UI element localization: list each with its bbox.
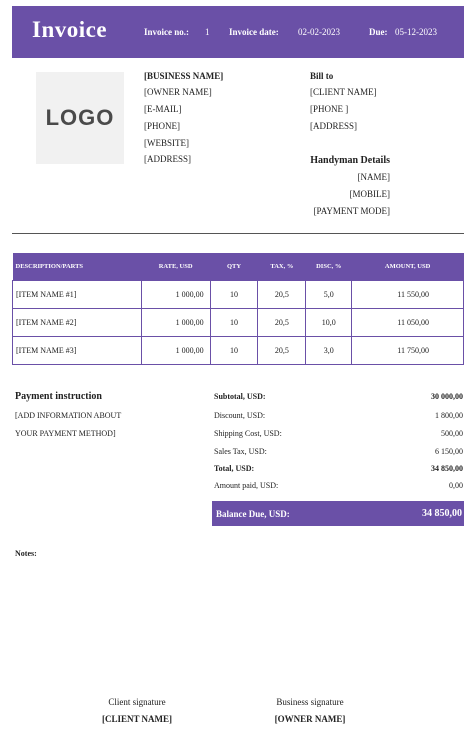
col-rate: RATE, USD (141, 253, 210, 280)
shipping-label: Shipping Cost, USD: (214, 429, 282, 438)
invoice-no-value[interactable]: 1 (205, 27, 210, 37)
table-row (13, 308, 464, 336)
payment-instruction-title: Payment instruction (15, 391, 102, 402)
total-value: 34 850,00 (431, 464, 463, 473)
item-rate[interactable]: 1 000,00 (141, 336, 210, 364)
item-qty[interactable]: 10 (210, 336, 258, 364)
item-amount: 11 550,00 (352, 280, 464, 308)
handyman-details-label: Handyman Details (310, 155, 390, 166)
business-email[interactable]: [E-MAIL] (144, 104, 182, 114)
item-description[interactable]: [ITEM NAME #1] (13, 280, 142, 308)
item-amount: 11 050,00 (352, 308, 464, 336)
item-rate[interactable]: 1 000,00 (141, 280, 210, 308)
amount-paid-value[interactable]: 0,00 (449, 481, 463, 490)
invoice-header (12, 6, 464, 58)
sales-tax-row (214, 447, 463, 456)
owner-name[interactable]: [OWNER NAME] (144, 87, 212, 97)
business-website[interactable]: [WEBSITE] (144, 138, 189, 148)
due-date-value[interactable]: 05-12-2023 (395, 27, 437, 37)
col-amount: AMOUNT, USD (352, 253, 464, 280)
client-address[interactable]: [ADDRESS] (310, 121, 358, 131)
client-signature-name[interactable]: [CLIENT NAME] (101, 714, 173, 724)
item-disc[interactable]: 10,0 (306, 308, 352, 336)
handyman-name[interactable]: [NAME] (357, 172, 390, 182)
col-tax: TAX, % (258, 253, 306, 280)
payment-instruction-line[interactable]: YOUR PAYMENT METHOD] (15, 429, 116, 438)
subtotal-row (214, 392, 463, 401)
items-table (12, 253, 464, 365)
due-label: Due: (369, 27, 388, 37)
logo-text: LOGO (45, 105, 115, 130)
shipping-row (214, 429, 463, 438)
business-signature-name[interactable]: [OWNER NAME] (274, 714, 346, 724)
col-disc: DISC, % (306, 253, 352, 280)
balance-due-bar (212, 501, 464, 526)
total-row (214, 464, 463, 473)
business-name[interactable]: [BUSINESS NAME] (144, 71, 224, 81)
balance-due-label: Balance Due, USD: (216, 508, 290, 519)
handyman-mobile[interactable]: [MOBILE] (349, 189, 390, 199)
table-row (13, 280, 464, 308)
item-qty[interactable]: 10 (210, 308, 258, 336)
invoice-date-value[interactable]: 02-02-2023 (298, 27, 340, 37)
item-tax[interactable]: 20,5 (258, 280, 306, 308)
col-description: DESCRIPTION/PARTS (13, 253, 142, 280)
item-description[interactable]: [ITEM NAME #2] (13, 308, 142, 336)
col-qty: QTY (210, 253, 258, 280)
notes-label: Notes: (15, 549, 37, 558)
logo-placeholder[interactable] (36, 72, 124, 164)
sales-tax-value: 6 150,00 (435, 447, 463, 456)
item-rate[interactable]: 1 000,00 (141, 308, 210, 336)
business-address[interactable]: [ADDRESS] (144, 154, 192, 164)
item-tax[interactable]: 20,5 (258, 336, 306, 364)
client-name[interactable]: [CLIENT NAME] (310, 87, 377, 97)
subtotal-value: 30 000,00 (431, 392, 463, 401)
discount-row (214, 411, 463, 420)
client-signature-label: Client signature (108, 697, 166, 707)
amount-paid-label: Amount paid, USD: (214, 481, 279, 490)
amount-paid-row (214, 481, 463, 490)
discount-label: Discount, USD: (214, 411, 266, 420)
table-row (13, 336, 464, 364)
items-header-row (13, 253, 464, 280)
discount-value[interactable]: 1 800,00 (435, 411, 463, 420)
business-signature-label: Business signature (276, 697, 344, 707)
item-disc[interactable]: 5,0 (306, 280, 352, 308)
item-amount: 11 750,00 (352, 336, 464, 364)
subtotal-label: Subtotal, USD: (214, 392, 266, 401)
handyman-payment-mode[interactable]: [PAYMENT MODE] (313, 206, 390, 216)
shipping-value[interactable]: 500,00 (441, 429, 463, 438)
business-phone[interactable]: [PHONE] (144, 121, 180, 131)
client-phone[interactable]: [PHONE ] (310, 104, 349, 114)
item-disc[interactable]: 3,0 (306, 336, 352, 364)
total-label: Total, USD: (214, 464, 255, 473)
invoice-title: Invoice (32, 17, 108, 42)
invoice-date-label: Invoice date: (229, 27, 279, 37)
item-tax[interactable]: 20,5 (258, 308, 306, 336)
sales-tax-label: Sales Tax, USD: (214, 447, 267, 456)
item-qty[interactable]: 10 (210, 280, 258, 308)
section-divider (12, 233, 464, 234)
item-description[interactable]: [ITEM NAME #3] (13, 336, 142, 364)
payment-instruction-line[interactable]: [ADD INFORMATION ABOUT (15, 411, 122, 420)
bill-to-label: Bill to (310, 71, 334, 81)
invoice-no-label: Invoice no.: (144, 27, 189, 37)
balance-due-value: 34 850,00 (422, 508, 462, 519)
